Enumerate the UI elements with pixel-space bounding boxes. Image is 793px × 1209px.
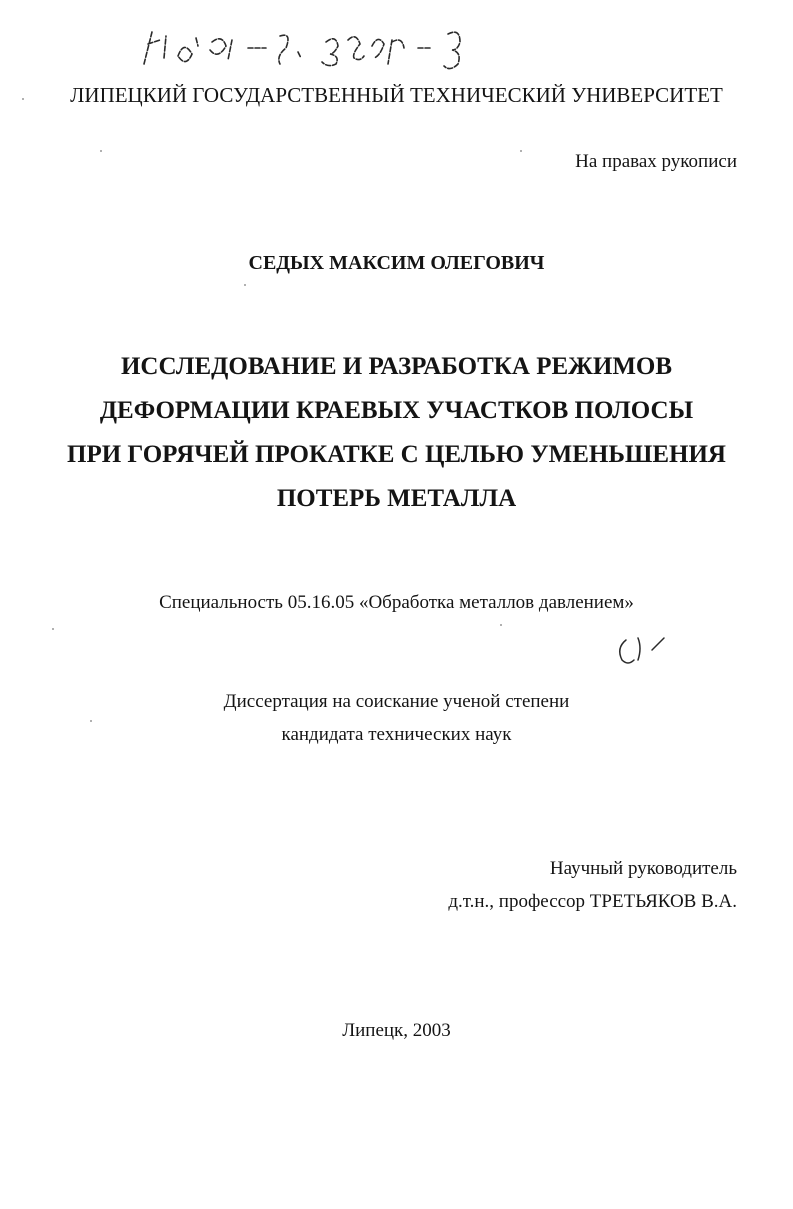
degree-line: Диссертация на соискание ученой степени	[223, 691, 570, 712]
scan-speck	[90, 720, 92, 722]
handwritten-code	[130, 18, 490, 76]
supervisor-role: Научный руководитель	[549, 858, 737, 879]
title-line: ИССЛЕДОВАНИЕ И РАЗРАБОТКА РЕЖИМОВ	[120, 353, 673, 380]
dissertation-title	[20, 345, 773, 521]
scan-speck	[520, 150, 522, 152]
scan-speck	[244, 284, 246, 286]
title-line: ПОТЕРЬ МЕТАЛЛА	[276, 485, 517, 512]
author-name: СЕДЫХ МАКСИМ ОЛЕГОВИЧ	[248, 252, 545, 274]
title-line: ДЕФОРМАЦИИ КРАЕВЫХ УЧАСТКОВ ПОЛОСЫ	[99, 397, 694, 424]
degree-statement	[0, 685, 793, 751]
title-line: ПРИ ГОРЯЧЕЙ ПРОКАТКЕ С ЦЕЛЬЮ УМЕНЬШЕНИЯ	[67, 441, 726, 468]
handwritten-mark	[612, 630, 672, 670]
scan-speck	[500, 624, 502, 626]
supervisor-block	[448, 852, 737, 918]
manuscript-note: На правах рукописи	[575, 151, 737, 172]
degree-line: кандидата технических наук	[281, 724, 512, 745]
scan-speck	[52, 628, 54, 630]
specialty: Специальность 05.16.05 «Обработка металлов давлением»	[159, 592, 634, 613]
city-year: Липецк, 2003	[342, 1020, 451, 1041]
scan-speck	[22, 98, 24, 100]
university-name: ЛИПЕЦКИЙ ГОСУДАРСТВЕННЫЙ ТЕХНИЧЕСКИЙ УНИВЕРСИТЕТ	[70, 83, 723, 107]
supervisor-name: д.т.н., профессор ТРЕТЬЯКОВ В.А.	[448, 891, 737, 912]
scan-speck	[100, 150, 102, 152]
